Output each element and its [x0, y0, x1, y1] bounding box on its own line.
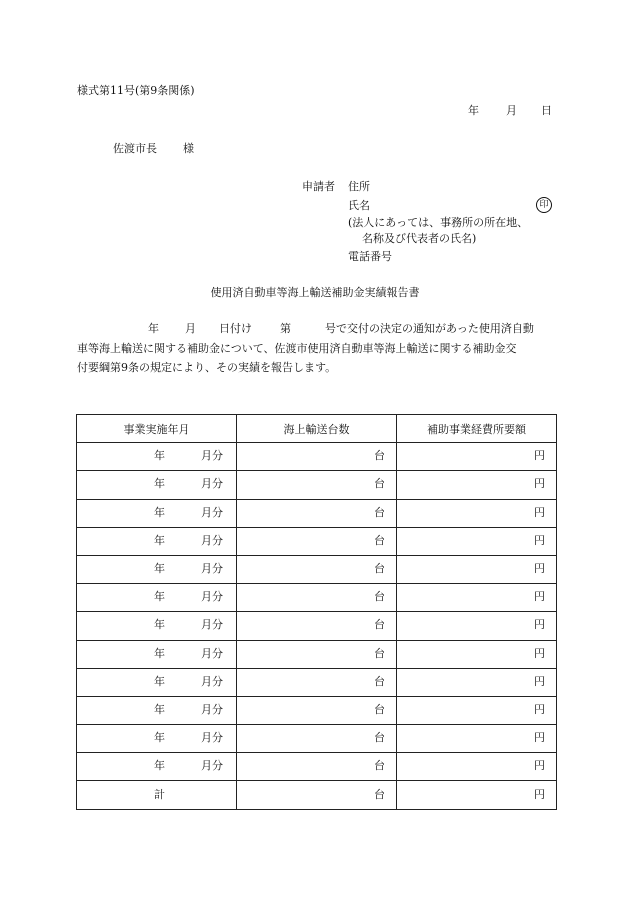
period-year: 年	[154, 702, 165, 716]
period-year: 年	[154, 646, 165, 660]
header-transport-count: 海上輸送台数	[237, 415, 397, 443]
transport-count-cell	[237, 612, 397, 640]
total-count-cell	[237, 781, 397, 809]
count-unit: 台	[374, 533, 385, 547]
period-year: 年	[154, 731, 165, 745]
count-unit: 台	[374, 646, 385, 660]
required-amount-cell	[397, 696, 557, 724]
required-amount-cell	[397, 753, 557, 781]
period-year: 年	[154, 477, 165, 491]
period-month: 月分	[201, 505, 223, 519]
count-unit: 台	[374, 562, 385, 576]
required-amount-cell	[397, 471, 557, 499]
transport-count-cell	[237, 555, 397, 583]
table-row	[77, 555, 557, 583]
amount-unit: 円	[534, 759, 545, 773]
table-total-row	[77, 781, 557, 809]
transport-count-cell	[237, 499, 397, 527]
body-line2: 車等海上輸送に関する補助金について、佐渡市使用済自動車等海上輸送に関する補助金交	[77, 342, 517, 355]
period-month: 月分	[201, 731, 223, 745]
amount-unit: 円	[534, 674, 545, 688]
period-month: 月分	[201, 646, 223, 660]
amount-unit: 円	[534, 477, 545, 491]
amount-unit: 円	[534, 533, 545, 547]
required-amount-cell	[397, 725, 557, 753]
address-label: 住所	[348, 180, 370, 193]
count-unit: 台	[374, 702, 385, 716]
period-cell	[77, 725, 237, 753]
body-dai: 第	[280, 322, 291, 335]
table-header-row	[77, 415, 557, 443]
period-year: 年	[154, 562, 165, 576]
header-period: 事業実施年月	[77, 415, 237, 443]
required-amount-cell	[397, 668, 557, 696]
body-line3: 付要綱第9条の規定により、その実績を報告します。	[77, 361, 337, 374]
amount-unit: 円	[534, 505, 545, 519]
total-count-unit: 台	[374, 787, 385, 801]
table-row	[77, 668, 557, 696]
header-required-amount: 補助事業経費所要額	[397, 415, 557, 443]
table-row	[77, 499, 557, 527]
required-amount-cell	[397, 443, 557, 471]
total-label: 計	[154, 787, 165, 801]
total-amount-cell	[397, 781, 557, 809]
table-row	[77, 471, 557, 499]
addressee-honorific: 様	[183, 142, 194, 155]
body-month: 月	[185, 322, 196, 335]
table-row	[77, 640, 557, 668]
count-unit: 台	[374, 477, 385, 491]
date-day: 日	[541, 104, 552, 117]
applicant-label: 申請者	[302, 180, 335, 193]
body-year: 年	[148, 322, 159, 335]
transport-count-cell	[237, 753, 397, 781]
count-unit: 台	[374, 759, 385, 773]
period-cell	[77, 696, 237, 724]
period-cell	[77, 612, 237, 640]
period-year: 年	[154, 505, 165, 519]
period-year: 年	[154, 618, 165, 632]
amount-unit: 円	[534, 646, 545, 660]
period-month: 月分	[201, 533, 223, 547]
phone-label: 電話番号	[348, 250, 392, 263]
period-month: 月分	[201, 449, 223, 463]
table-row	[77, 443, 557, 471]
transport-count-cell	[237, 725, 397, 753]
table-row	[77, 612, 557, 640]
transport-count-cell	[237, 640, 397, 668]
period-year: 年	[154, 449, 165, 463]
period-month: 月分	[201, 477, 223, 491]
period-year: 年	[154, 590, 165, 604]
required-amount-cell	[397, 612, 557, 640]
transport-count-cell	[237, 527, 397, 555]
name-label: 氏名	[348, 199, 370, 212]
report-table	[76, 414, 557, 810]
table-row	[77, 584, 557, 612]
period-cell	[77, 443, 237, 471]
period-month: 月分	[201, 618, 223, 632]
period-year: 年	[154, 533, 165, 547]
period-cell	[77, 584, 237, 612]
transport-count-cell	[237, 668, 397, 696]
body-day-suffix: 日付け	[219, 322, 252, 335]
period-cell	[77, 640, 237, 668]
period-month: 月分	[201, 702, 223, 716]
table-row	[77, 725, 557, 753]
table-body	[77, 443, 557, 809]
count-unit: 台	[374, 618, 385, 632]
amount-unit: 円	[534, 562, 545, 576]
required-amount-cell	[397, 555, 557, 583]
addressee: 佐渡市長	[113, 142, 157, 155]
count-unit: 台	[374, 731, 385, 745]
document-title: 使用済自動車等海上輸送補助金実績報告書	[210, 286, 420, 299]
seal-icon: 印	[536, 197, 552, 213]
required-amount-cell	[397, 527, 557, 555]
body-line1-rest: 号で交付の決定の通知があった使用済自動	[325, 322, 534, 335]
transport-count-cell	[237, 443, 397, 471]
total-amount-unit: 円	[534, 787, 545, 801]
corp-note-line2: 名称及び代表者の氏名)	[362, 232, 477, 245]
period-cell	[77, 527, 237, 555]
total-label-cell	[77, 781, 237, 809]
period-year: 年	[154, 759, 165, 773]
period-cell	[77, 499, 237, 527]
date-month: 月	[506, 104, 517, 117]
count-unit: 台	[374, 505, 385, 519]
transport-count-cell	[237, 471, 397, 499]
table-row	[77, 527, 557, 555]
table-row	[77, 753, 557, 781]
period-cell	[77, 471, 237, 499]
amount-unit: 円	[534, 702, 545, 716]
period-month: 月分	[201, 562, 223, 576]
period-cell	[77, 753, 237, 781]
amount-unit: 円	[534, 449, 545, 463]
count-unit: 台	[374, 590, 385, 604]
period-cell	[77, 668, 237, 696]
date-year: 年	[468, 104, 479, 117]
period-cell	[77, 555, 237, 583]
required-amount-cell	[397, 499, 557, 527]
period-year: 年	[154, 674, 165, 688]
amount-unit: 円	[534, 731, 545, 745]
count-unit: 台	[374, 449, 385, 463]
period-month: 月分	[201, 590, 223, 604]
transport-count-cell	[237, 696, 397, 724]
amount-unit: 円	[534, 618, 545, 632]
period-month: 月分	[201, 759, 223, 773]
corp-note-line1: (法人にあっては、事務所の所在地、	[348, 216, 529, 229]
transport-count-cell	[237, 584, 397, 612]
required-amount-cell	[397, 640, 557, 668]
count-unit: 台	[374, 674, 385, 688]
required-amount-cell	[397, 584, 557, 612]
period-month: 月分	[201, 674, 223, 688]
table-row	[77, 696, 557, 724]
form-number: 様式第11号(第9条関係)	[77, 84, 195, 97]
amount-unit: 円	[534, 590, 545, 604]
